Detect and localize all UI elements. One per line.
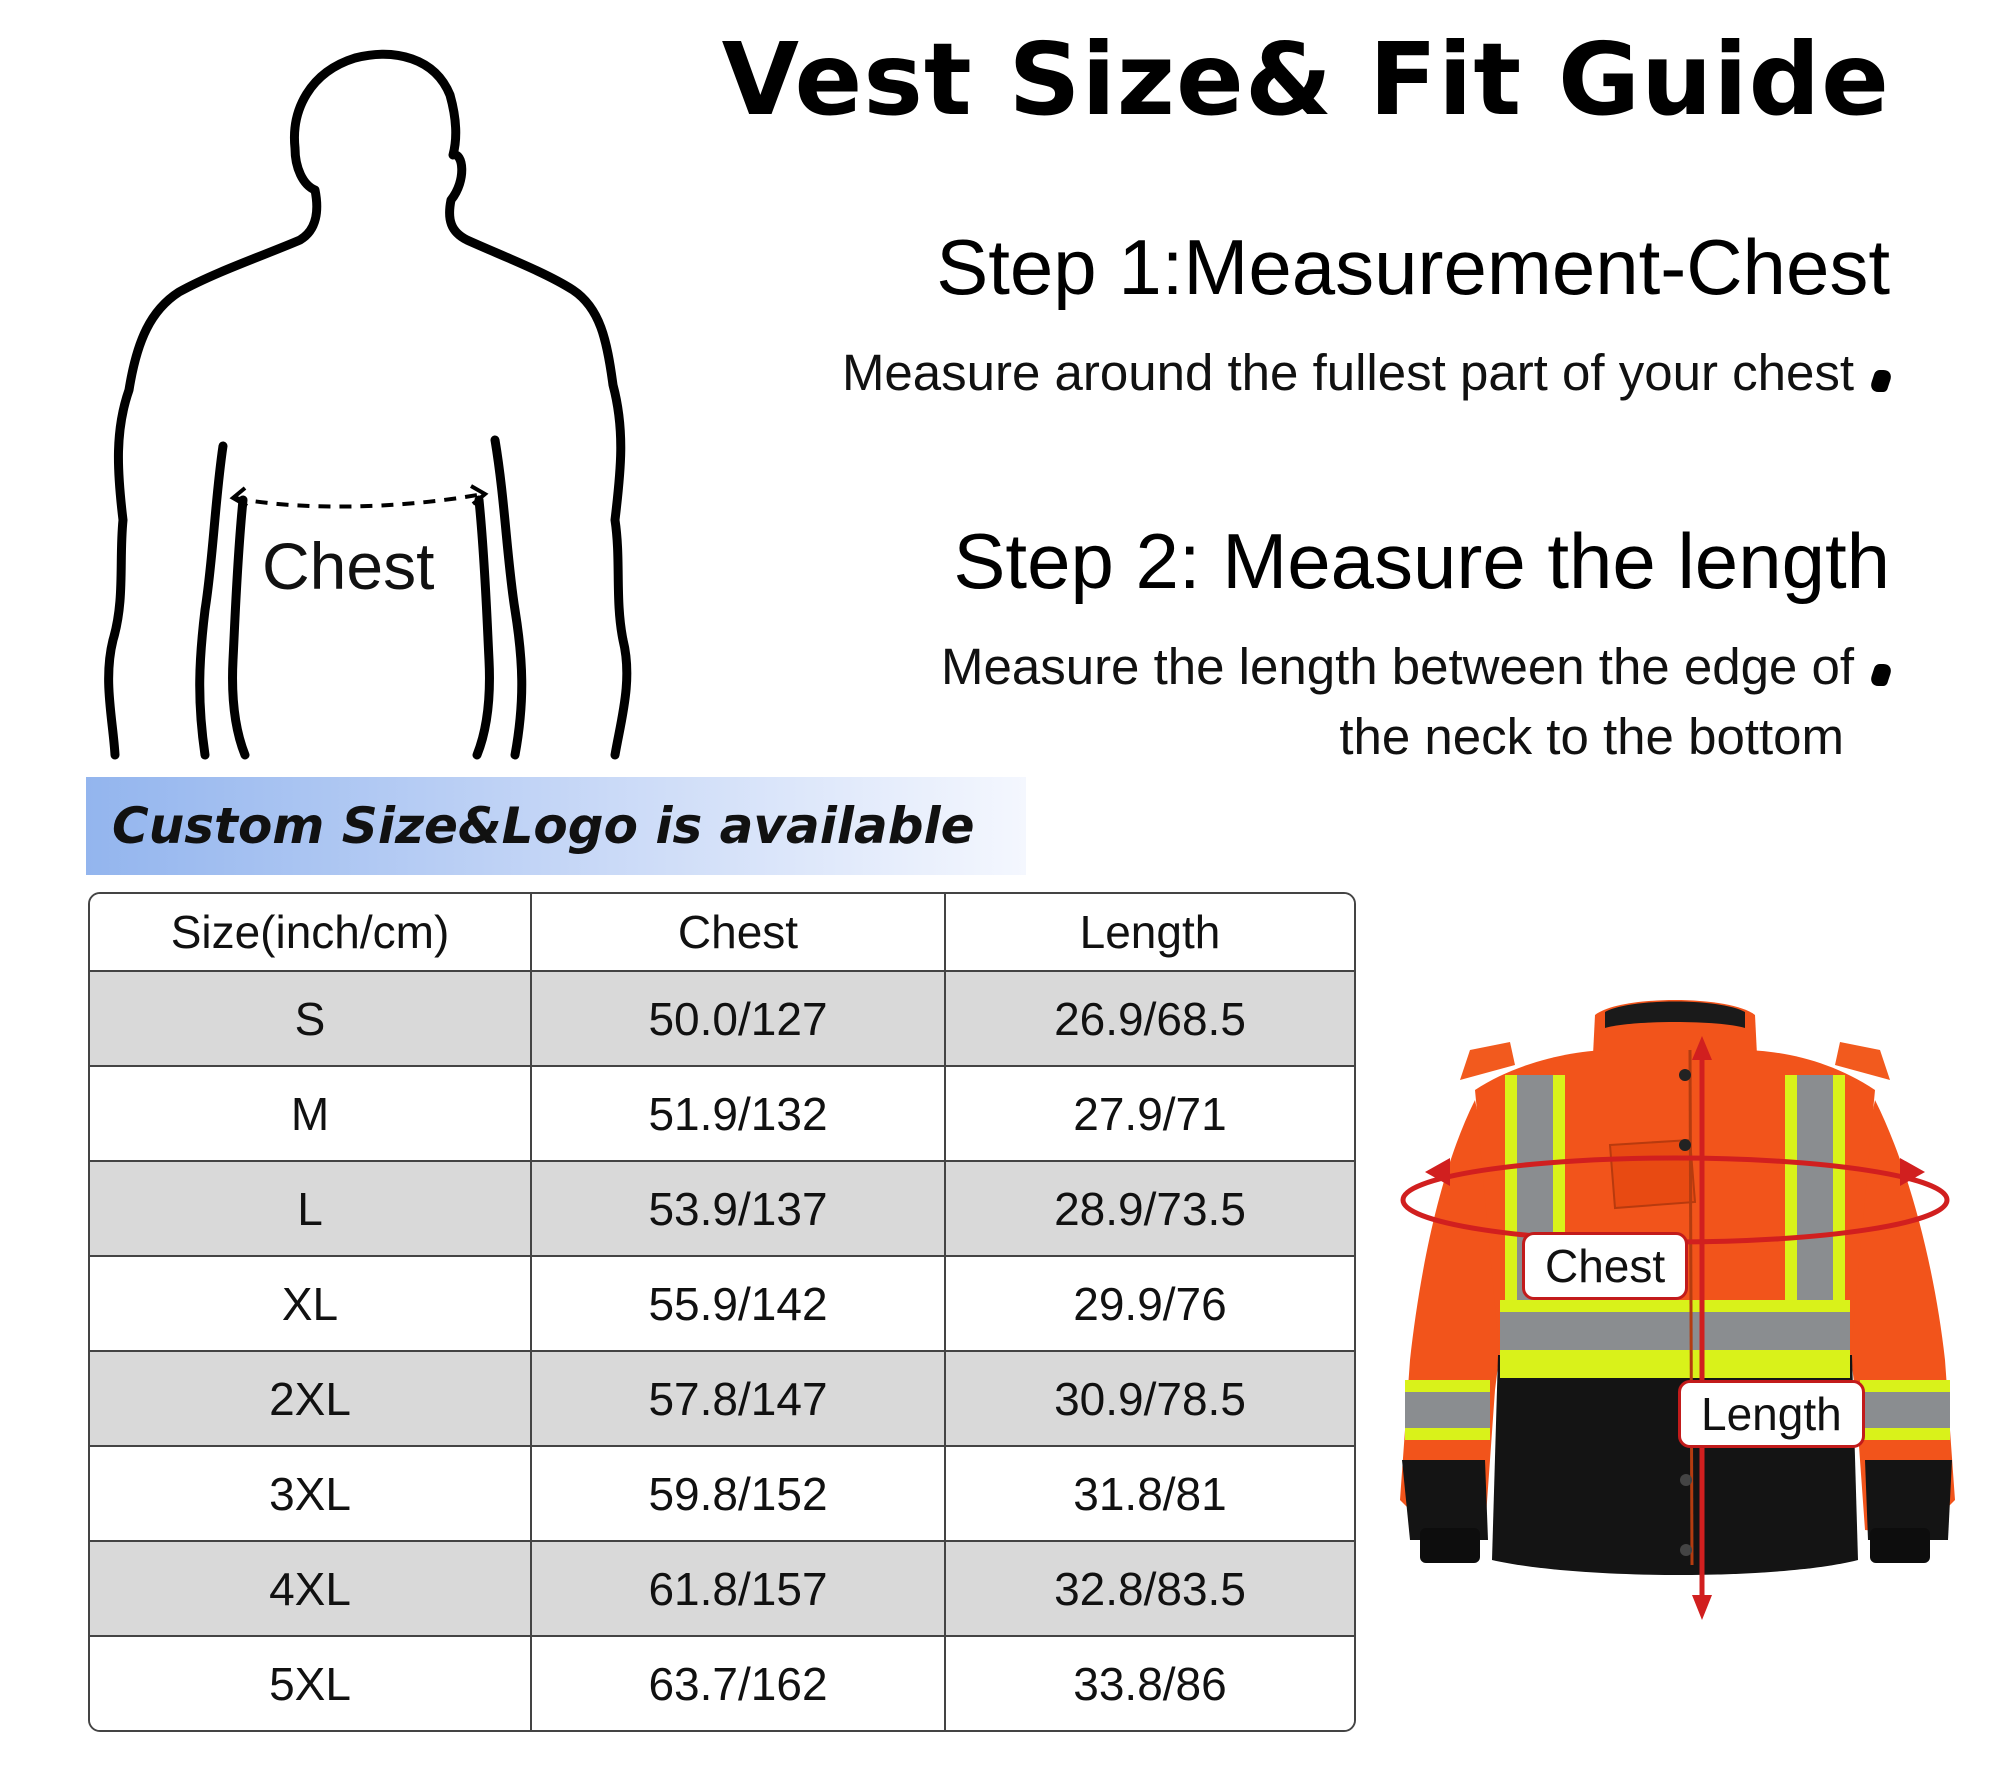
cell-size: L (90, 1162, 532, 1257)
custom-size-banner (86, 777, 1026, 875)
cell-length: 30.9/78.5 (946, 1352, 1354, 1447)
cell-length: 33.8/86 (946, 1637, 1354, 1730)
jacket-chest-callout: Chest (1522, 1232, 1688, 1300)
cell-chest: 55.9/142 (532, 1257, 946, 1352)
cell-chest: 63.7/162 (532, 1637, 946, 1730)
figure-chest-label: Chest (262, 529, 435, 603)
step2-heading: Step 2: Measure the length (953, 517, 1890, 605)
cell-length: 27.9/71 (946, 1067, 1354, 1162)
step1-desc-text: Measure around the fullest part of your chest (841, 344, 1854, 401)
cell-length: 26.9/68.5 (946, 972, 1354, 1067)
cell-chest: 61.8/157 (532, 1542, 946, 1637)
header-chest: Chest (532, 894, 946, 972)
table-row (90, 1067, 1354, 1162)
cell-length: 31.8/81 (946, 1447, 1354, 1542)
table-row (90, 1637, 1354, 1730)
cell-length: 28.9/73.5 (946, 1162, 1354, 1257)
page-title: Vest Size& Fit Guide (721, 21, 1890, 138)
bullet-icon (1868, 370, 1893, 392)
step2-desc-line-1 (941, 632, 1890, 702)
cell-size: 2XL (90, 1352, 532, 1447)
table-row (90, 1162, 1354, 1257)
cell-size: 5XL (90, 1637, 532, 1730)
size-table (88, 892, 1356, 1732)
cell-chest: 53.9/137 (532, 1162, 946, 1257)
cell-chest: 50.0/127 (532, 972, 946, 1067)
header-size: Size(inch/cm) (90, 894, 532, 972)
table-row (90, 1542, 1354, 1637)
jacket-length-callout: Length (1678, 1380, 1865, 1448)
banner-text: Custom Size&Logo is available (112, 797, 975, 855)
cell-size: XL (90, 1257, 532, 1352)
table-row (90, 1447, 1354, 1542)
table-row (90, 972, 1354, 1067)
cell-size: M (90, 1067, 532, 1162)
cell-chest: 51.9/132 (532, 1067, 946, 1162)
body-outline-icon (95, 40, 635, 760)
cell-chest: 57.8/147 (532, 1352, 946, 1447)
step1-description (842, 338, 1890, 408)
cell-chest: 59.8/152 (532, 1447, 946, 1542)
header-length: Length (946, 894, 1354, 972)
cell-size: 4XL (90, 1542, 532, 1637)
table-row (90, 1352, 1354, 1447)
cell-size: 3XL (90, 1447, 532, 1542)
cell-size: S (90, 972, 532, 1067)
step1-heading: Step 1:Measurement-Chest (936, 223, 1890, 311)
cell-length: 29.9/76 (946, 1257, 1354, 1352)
step2-desc-line-2 (941, 702, 1890, 772)
cell-length: 32.8/83.5 (946, 1542, 1354, 1637)
table-header-row (90, 894, 1354, 972)
table-row (90, 1257, 1354, 1352)
step2-desc-text-2: the neck to the bottom (1339, 708, 1844, 765)
bullet-icon (1868, 664, 1893, 686)
step2-desc-text-1: Measure the length between the edge of (941, 638, 1854, 695)
step1-desc-line (842, 338, 1890, 408)
step2-description (941, 632, 1890, 772)
